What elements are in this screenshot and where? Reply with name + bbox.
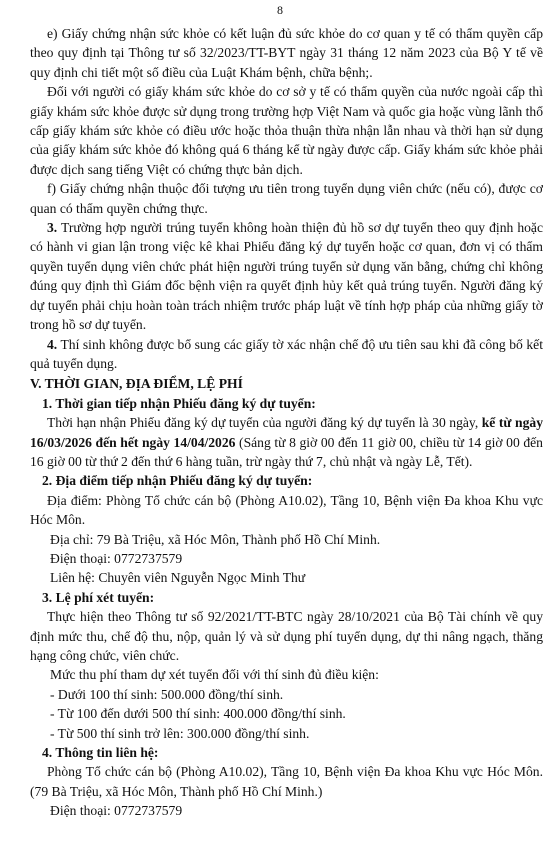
section-v-title: V. THỜI GIAN, ĐỊA ĐIỂM, LỆ PHÍ bbox=[30, 376, 243, 392]
page-content bbox=[30, 24, 543, 821]
fee-list-item: - Từ 100 đến dưới 500 thí sinh: 400.000 đồng/thí sinh. bbox=[50, 706, 346, 722]
item-3-text: Trường hợp người trúng tuyển không hoàn thiện đủ hồ sơ dự tuyển theo quy định hoặc có hành vi gian lận trong việc kê khai Phiếu đăng ký dự tuyển hoặc cơ quan, đơn vị có thẩm quyền tuyển dụng viên chức phát hiện người trúng tuyển sử dụng văn bằng, chứng chỉ không đúng quy định thì Giám đốc bệnh viện ra quyết định hủy kết quả trúng tuyển. Người đăng ký dự tuyển phải chịu hoàn toàn trách nhiệm trước pháp luật về tính hợp pháp của những giấy tờ trong hồ sơ dự tuyển. bbox=[30, 220, 543, 333]
page-number: 8 bbox=[277, 3, 283, 17]
section-3-heading: 3. Lệ phí xét tuyển: bbox=[42, 589, 155, 605]
item-3-number: 3. bbox=[47, 220, 58, 236]
section-3-text: Thực hiện theo Thông tư số 92/2021/TT-BTC ngày 28/10/2021 của Bộ Tài chính về quy định mức thu, chế độ thu, nộp, quản lý và sử dụng phí tuyển dụng, dự thi nâng ngạch, thăng hạng công chức, viên chức. bbox=[30, 609, 543, 663]
section-2-heading: 2. Địa điểm tiếp nhận Phiếu đăng ký dự tuyển: bbox=[42, 473, 313, 489]
item-4-number: 4. bbox=[47, 336, 58, 352]
section-2-address: Địa chỉ: 79 Bà Triệu, xã Hóc Môn, Thành phố Hồ Chí Minh. bbox=[50, 531, 381, 547]
item-4-text: Thí sinh không được bổ sung các giấy tờ xác nhận chế độ ưu tiên sau khi đã công bố kết quả tuyển dụng. bbox=[30, 336, 543, 371]
section-2-phone: Điện thoại: 0772737579 bbox=[50, 550, 183, 566]
paragraph-foreign-health-certificate: Đối với người có giấy khám sức khỏe do cơ sở y tế có thẩm quyền của nước ngoài cấp thì giấy khám sức khỏe được sử dụng trong trường hợp Việt Nam và quốc gia hoặc vùng lãnh thổ cấp giấy khám sức khỏe có điều ước hoặc thỏa thuận thừa nhận lẫn nhau và thời hạn sử dụng của giấy khám sức khỏe đó không quá 6 tháng kể từ ngày được cấp. Giấy khám sức khỏe phải được dịch sang tiếng Việt có chứng thực bản dịch. bbox=[30, 84, 543, 177]
paragraph-item-4 bbox=[30, 335, 543, 374]
section-1-text-c: (Sáng từ 8 giờ 00 đến 11 giờ 00, chiều từ 14 giờ 00 đến 16 giờ 00 từ thứ 2 đến thứ 6 hàng tuần, trừ ngày thứ 7, chủ nhật và ngày Lễ, Tết). bbox=[30, 434, 543, 469]
section-1-date-range: kể từ ngày 16/03/2026 đến hết ngày 14/04/2026 bbox=[30, 415, 543, 450]
paragraph-f-priority-certificate: f) Giấy chứng nhận thuộc đối tượng ưu tiên trong tuyển dụng viên chức (nếu có), được cơ quan có thẩm quyền chứng thực. bbox=[30, 181, 543, 216]
section-4-heading: 4. Thông tin liên hệ: bbox=[42, 745, 159, 761]
section-1-heading: 1. Thời gian tiếp nhận Phiếu đăng ký dự tuyển: bbox=[42, 395, 316, 411]
section-2-contact: Liên hệ: Chuyên viên Nguyễn Ngọc Minh Thư bbox=[50, 570, 306, 586]
section-1-text-a: Thời hạn nhận Phiếu đăng ký dự tuyển của người đăng ký dự tuyển là 30 ngày, bbox=[47, 415, 482, 431]
section-3-fee-intro: Mức thu phí tham dự xét tuyển đối với thí sinh đủ điều kiện: bbox=[50, 667, 379, 683]
section-4-text: Phòng Tổ chức cán bộ (Phòng A10.02), Tầng 10, Bệnh viện Đa khoa Khu vực Hóc Môn. (79 Bà Triệu, xã Hóc Môn, Thành phố Hồ Chí Minh.) bbox=[30, 764, 543, 799]
fee-list-item: - Từ 500 thí sinh trở lên: 300.000 đồng/thí sinh. bbox=[50, 725, 310, 741]
section-4-phone: Điện thoại: 0772737579 bbox=[50, 803, 183, 819]
section-2-location: Địa điểm: Phòng Tổ chức cán bộ (Phòng A10.02), Tầng 10, Bệnh viện Đa khoa Khu vực Hóc Môn. bbox=[30, 492, 543, 528]
section-1-text bbox=[30, 413, 543, 471]
fee-list-item: - Dưới 100 thí sinh: 500.000 đồng/thí sinh. bbox=[50, 686, 284, 702]
paragraph-e-health-certificate: e) Giấy chứng nhận sức khỏe có kết luận đủ sức khỏe do cơ quan y tế có thẩm quyền cấp theo quy định tại Thông tư số 32/2023/TT-BYT ngày 31 tháng 12 năm 2023 của Bộ Y tế về quy định chi tiết một số điều của Luật Khám bệnh, chữa bệnh;. bbox=[30, 26, 543, 80]
paragraph-item-3 bbox=[30, 218, 543, 334]
